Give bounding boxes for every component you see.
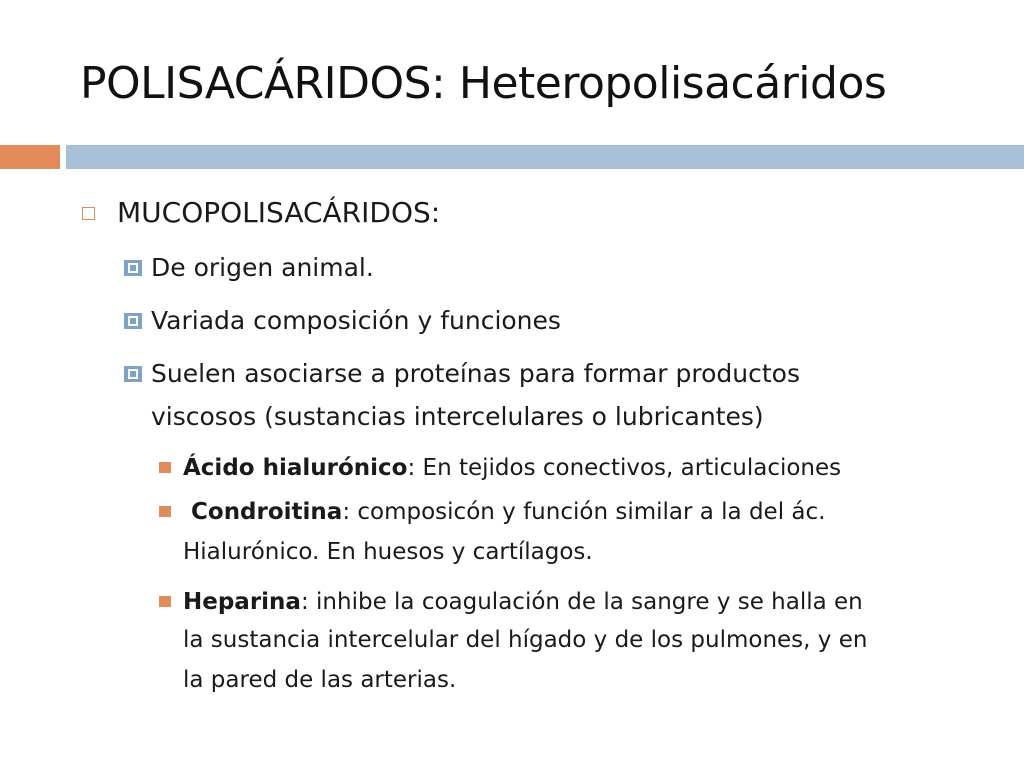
term-heparina: Heparina (183, 589, 301, 615)
subpoint-heparina-line2: la sustancia intercelular del hígado y de los pulmones, y en (183, 627, 868, 653)
point-proteinas-line1: Suelen asociarse a proteínas para formar productos (151, 359, 800, 388)
point-proteinas-line2: viscosos (sustancias intercelulares o lubricantes) (151, 402, 764, 431)
term-acido-hialuronico: Ácido hialurónico (183, 455, 408, 481)
point-origen: De origen animal. (151, 253, 374, 282)
separator: : (407, 455, 423, 481)
orange-square-bullet-icon (159, 596, 171, 607)
title-accent-bar-orange (0, 145, 60, 169)
subpoint-heparina-line3: la pared de las arterias. (183, 667, 457, 693)
subpoint-condroitina-line1 (183, 492, 825, 532)
subpoint-acido-hialuronico (183, 448, 841, 488)
square-bullet-icon (124, 260, 142, 276)
square-bullet-icon (124, 366, 142, 382)
orange-square-bullet-icon (159, 506, 171, 517)
subpoint-text: composicón y función similar a la del ác. (357, 499, 826, 525)
heading-mucopolisacaridos: MUCOPOLISACÁRIDOS: (117, 196, 441, 229)
separator: : (342, 499, 358, 525)
square-bullet-icon (124, 313, 142, 329)
separator: : (300, 589, 317, 615)
slide-title: POLISACÁRIDOS: Heteropolisacáridos (80, 58, 887, 109)
subpoint-text: inhibe la coagulación de la sangre y se halla en (316, 589, 863, 615)
term-condroitina: Condroitina (183, 499, 343, 525)
point-composicion: Variada composición y funciones (151, 306, 561, 335)
subpoint-text: En tejidos conectivos, articulaciones (422, 455, 842, 481)
subpoint-condroitina-line2: Hialurónico. En huesos y cartílagos. (183, 539, 593, 565)
orange-square-bullet-icon (159, 462, 171, 473)
title-accent-bar-blue (66, 145, 1024, 169)
hollow-square-bullet-icon (82, 207, 95, 220)
subpoint-heparina-line1 (183, 582, 863, 622)
